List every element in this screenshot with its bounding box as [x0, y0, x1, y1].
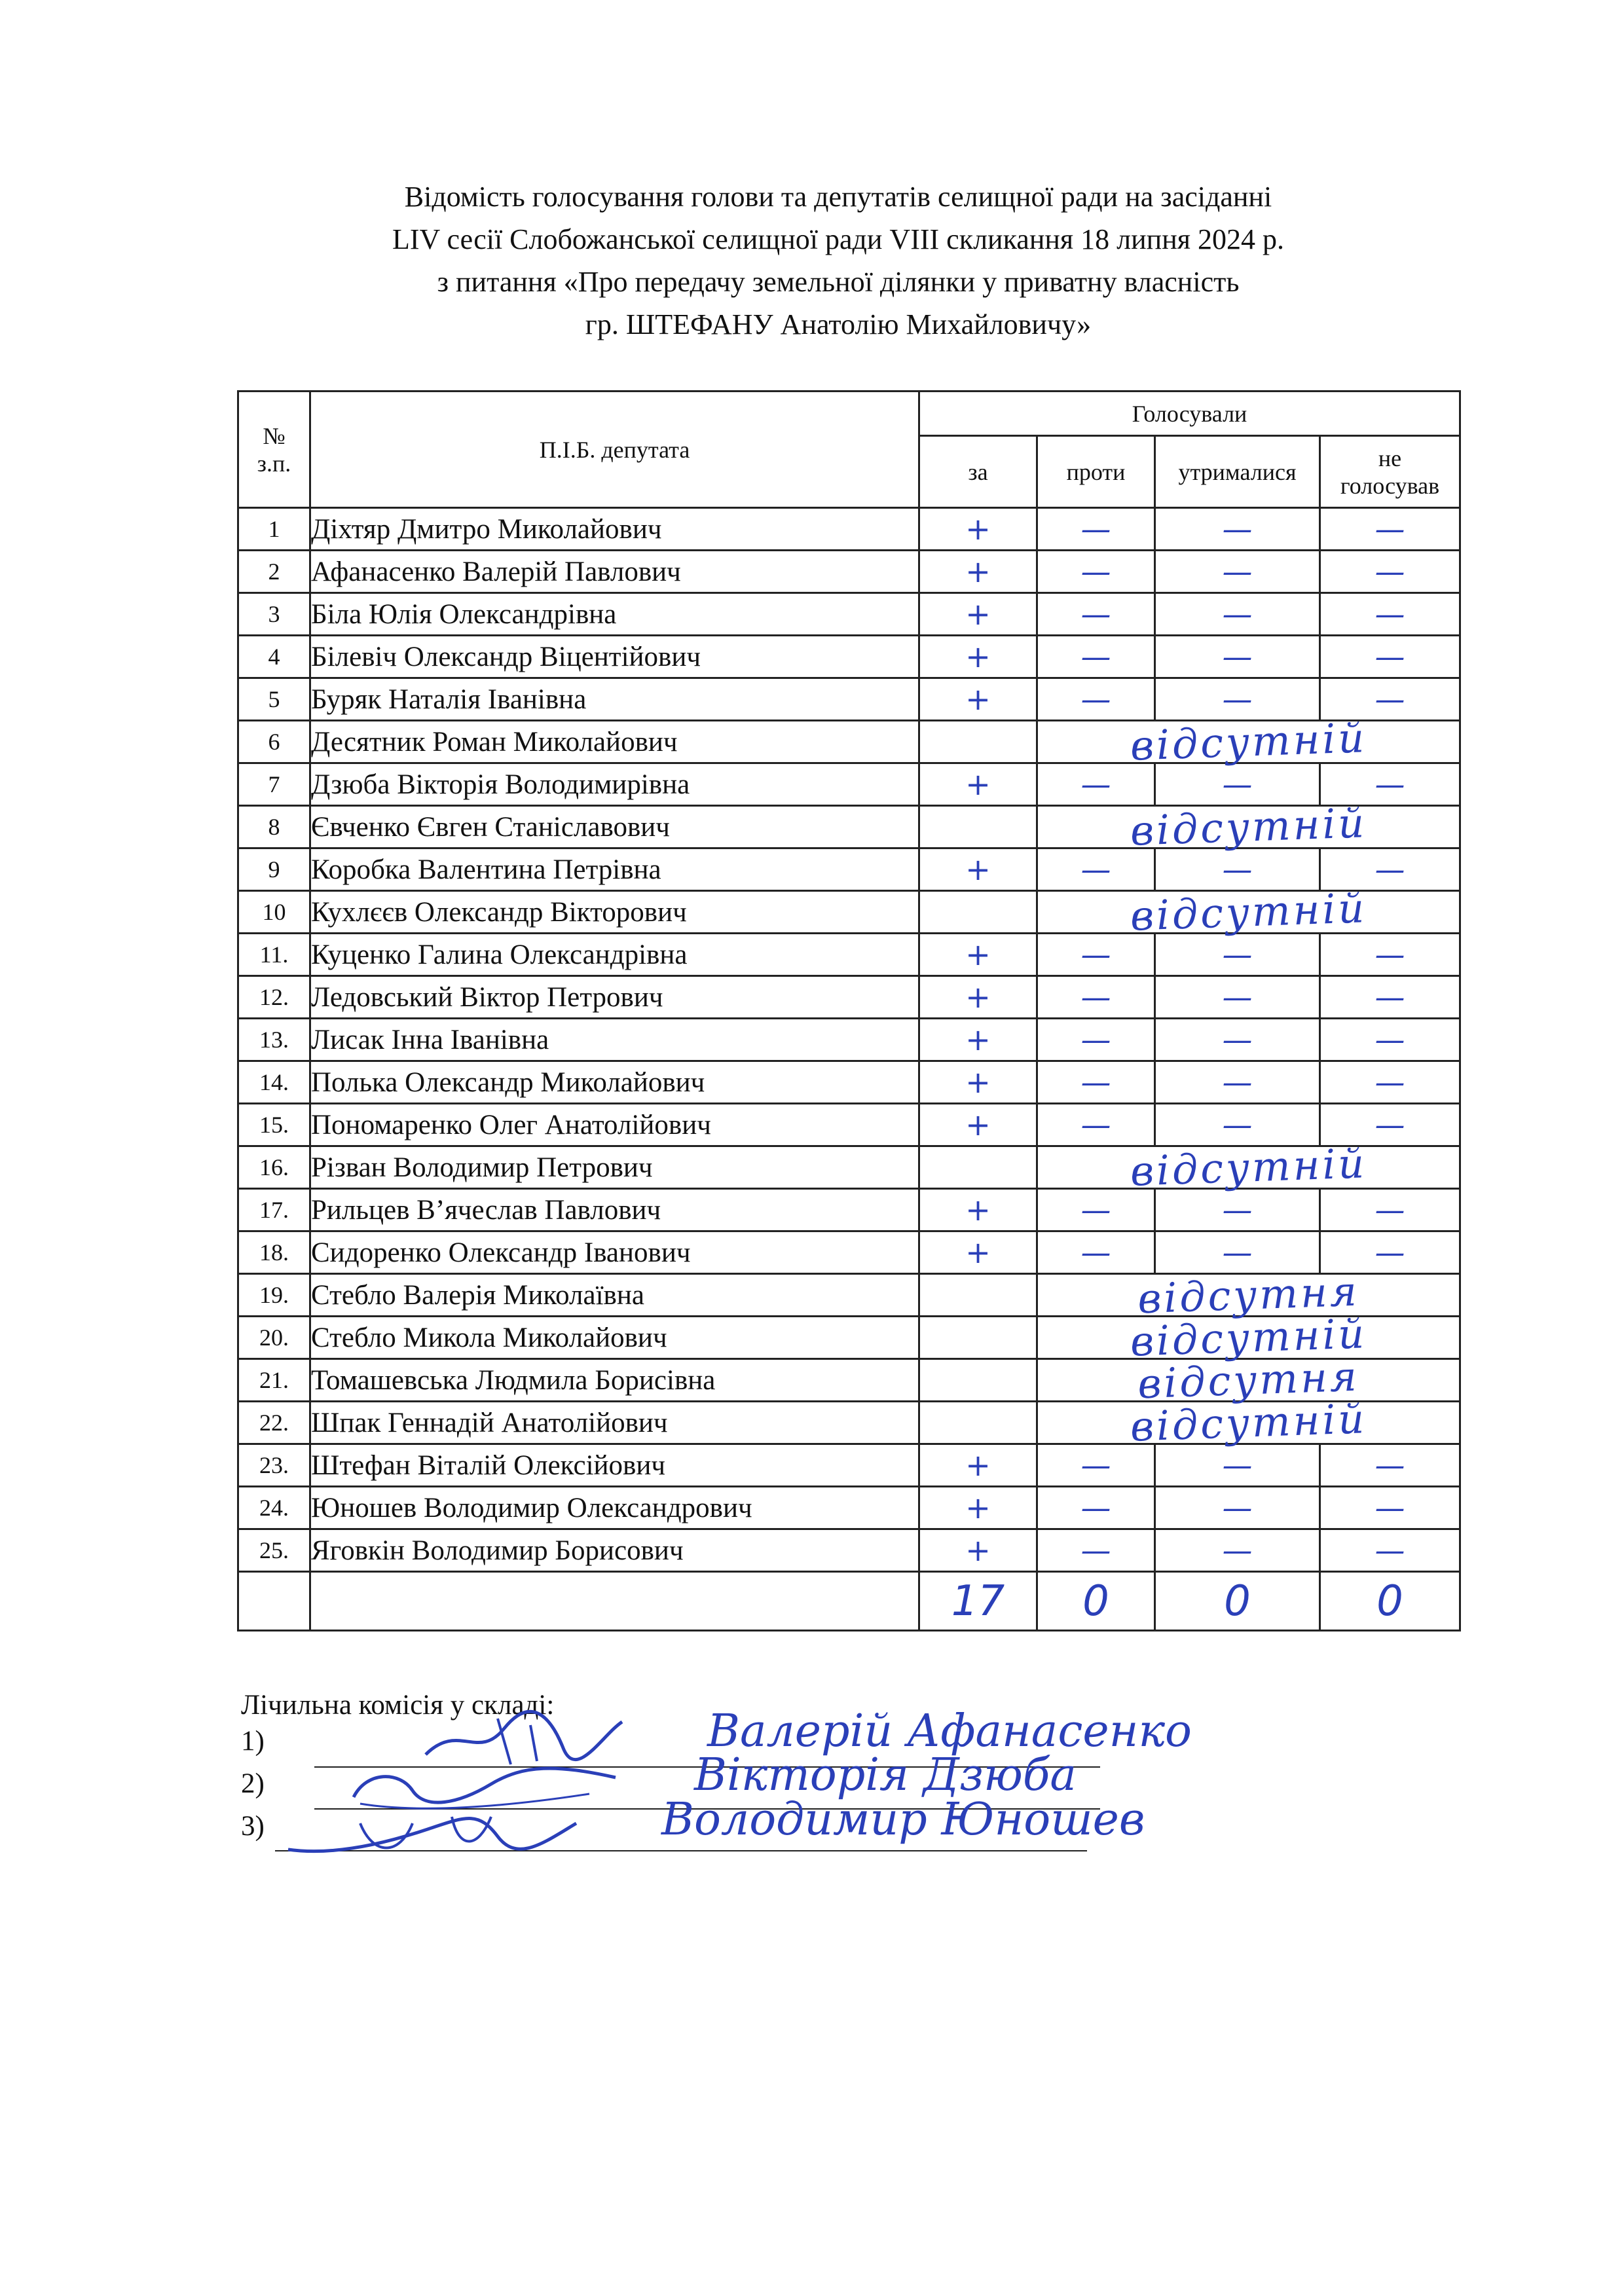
table-row	[238, 934, 1460, 976]
table-row	[238, 1061, 1460, 1104]
dash-mark: —	[1222, 1192, 1253, 1228]
total-abstained	[1155, 1572, 1320, 1631]
dash-mark: —	[1080, 1065, 1111, 1100]
vote-cell-against	[1037, 1104, 1155, 1146]
absent-note: відсутня	[1137, 1352, 1360, 1408]
vote-cell-abstained	[1155, 934, 1320, 976]
dash-mark: —	[1222, 596, 1253, 632]
deputy-name: Буряк Наталія Іванівна	[310, 678, 919, 721]
vote-cell-not-voted	[1320, 976, 1460, 1019]
row-number: 1	[238, 508, 310, 551]
dash-mark: —	[1222, 682, 1253, 717]
vote-cell-abstained	[1155, 1231, 1320, 1274]
totals-name-cell	[310, 1572, 919, 1631]
absent-cell	[1037, 799, 1460, 855]
absent-note: відсутній	[1129, 884, 1368, 940]
table-row	[238, 1529, 1460, 1572]
row-number: 24.	[238, 1487, 310, 1529]
dash-mark: —	[1080, 1192, 1111, 1228]
row-number: 4	[238, 636, 310, 678]
dash-mark: —	[1375, 937, 1405, 972]
table-body	[238, 508, 1460, 1572]
vote-cell-abstained	[1155, 976, 1320, 1019]
dash-mark: —	[1222, 937, 1253, 972]
plus-mark: +	[965, 554, 991, 589]
table-row	[238, 1317, 1460, 1359]
table-row	[238, 678, 1460, 721]
dash-mark: —	[1375, 979, 1405, 1015]
plus-mark: +	[965, 639, 991, 674]
total-not-voted	[1320, 1572, 1460, 1631]
vote-cell-against	[1037, 678, 1155, 721]
plus-mark: +	[965, 767, 991, 802]
row-number: 23.	[238, 1444, 310, 1487]
vote-cell-for	[919, 891, 1037, 934]
vote-header-abstained: утрималися	[1155, 436, 1320, 508]
dash-mark: —	[1080, 554, 1111, 589]
absent-cell	[1037, 1139, 1460, 1195]
plus-mark: +	[965, 1448, 991, 1483]
table-row	[238, 636, 1460, 678]
vote-cell-abstained	[1155, 1061, 1320, 1104]
vote-cell-not-voted	[1320, 1019, 1460, 1061]
vote-cell-not-voted	[1320, 508, 1460, 551]
vote-cell-for	[919, 763, 1037, 806]
dash-mark: —	[1222, 979, 1253, 1015]
commission-member-name: Валерій Афанасенко	[707, 1705, 1192, 1757]
vote-cell-for	[919, 1274, 1037, 1317]
absent-note: відсутній	[1129, 714, 1368, 770]
plus-mark: +	[965, 852, 991, 887]
title-line: LIV сесії Слобожанської селищної ради VIII скликання 18 липня 2024 р.	[392, 223, 1284, 255]
row-number: 3	[238, 593, 310, 636]
total-for	[919, 1572, 1037, 1631]
deputy-name: Томашевська Людмила Борисівна	[310, 1359, 919, 1402]
plus-mark: +	[965, 1235, 991, 1270]
table-row	[238, 1189, 1460, 1231]
title-line: гр. ШТЕФАНУ Анатолію Михайловичу»	[585, 308, 1092, 340]
vote-cell-against	[1037, 551, 1155, 593]
vote-cell-against	[1037, 1487, 1155, 1529]
dash-mark: —	[1375, 1022, 1405, 1057]
vote-cell-for	[919, 806, 1037, 848]
voted-header: Голосували	[919, 392, 1460, 436]
deputy-name: Біла Юлія Олександрівна	[310, 593, 919, 636]
dash-mark: —	[1080, 596, 1111, 632]
deputy-name: Кухлєєв Олександр Вікторович	[310, 891, 919, 934]
row-number: 18.	[238, 1231, 310, 1274]
row-number: 20.	[238, 1317, 310, 1359]
total-value: 0	[1082, 1576, 1109, 1626]
dash-mark: —	[1222, 1022, 1253, 1057]
commission-member-num: 2)	[241, 1768, 265, 1799]
row-number: 17.	[238, 1189, 310, 1231]
row-number: 13.	[238, 1019, 310, 1061]
dash-mark: —	[1375, 1107, 1405, 1142]
table-row	[238, 1359, 1460, 1402]
vote-cell-abstained	[1155, 1444, 1320, 1487]
row-number: 10	[238, 891, 310, 934]
vote-cell-abstained	[1155, 1487, 1320, 1529]
absent-note: відсутній	[1129, 799, 1368, 855]
vote-header-against: проти	[1037, 436, 1155, 508]
vote-cell-not-voted	[1320, 1189, 1460, 1231]
vote-cell-not-voted	[1320, 1444, 1460, 1487]
commission-member-num: 3)	[241, 1811, 265, 1842]
dash-mark: —	[1375, 554, 1405, 589]
vote-cell-against	[1037, 1231, 1155, 1274]
row-number: 21.	[238, 1359, 310, 1402]
vote-cell-for	[919, 1359, 1037, 1402]
deputy-name: Стебло Микола Миколайович	[310, 1317, 919, 1359]
commission-member-name: Володимир Юношев	[661, 1794, 1145, 1846]
row-number: 11.	[238, 934, 310, 976]
vote-cell-abstained	[1155, 551, 1320, 593]
dash-mark: —	[1375, 596, 1405, 632]
row-number: 22.	[238, 1402, 310, 1444]
deputy-name: Білевіч Олександр Віцентійович	[310, 636, 919, 678]
dash-mark: —	[1222, 639, 1253, 674]
dash-mark: —	[1222, 511, 1253, 547]
vote-cell-against	[1037, 508, 1155, 551]
vote-cell-for	[919, 1231, 1037, 1274]
table-row	[238, 1019, 1460, 1061]
absent-note: відсутній	[1129, 1394, 1368, 1451]
vote-cell-abstained	[1155, 1104, 1320, 1146]
table-row	[238, 1487, 1460, 1529]
dash-mark: —	[1375, 639, 1405, 674]
row-number: 5	[238, 678, 310, 721]
document-title	[196, 175, 1480, 346]
signature-scrawl-3	[282, 1797, 583, 1863]
voting-table	[237, 390, 1461, 1631]
dash-mark: —	[1222, 1107, 1253, 1142]
vote-cell-abstained	[1155, 1529, 1320, 1572]
deputy-name: Стебло Валерія Миколаївна	[310, 1274, 919, 1317]
dash-mark: —	[1375, 1235, 1405, 1270]
table-row	[238, 1274, 1460, 1317]
vote-cell-not-voted	[1320, 593, 1460, 636]
dash-mark: —	[1080, 852, 1111, 887]
vote-cell-not-voted	[1320, 1061, 1460, 1104]
dash-mark: —	[1080, 1107, 1111, 1142]
plus-mark: +	[965, 511, 991, 547]
dash-mark: —	[1080, 937, 1111, 972]
dash-mark: —	[1080, 1448, 1111, 1483]
vote-cell-for	[919, 593, 1037, 636]
vote-cell-against	[1037, 1444, 1155, 1487]
plus-mark: +	[965, 937, 991, 972]
dash-mark: —	[1375, 1448, 1405, 1483]
vote-cell-abstained	[1155, 763, 1320, 806]
table-row	[238, 891, 1460, 934]
dash-mark: —	[1222, 1533, 1253, 1568]
vote-cell-against	[1037, 763, 1155, 806]
dash-mark: —	[1222, 1448, 1253, 1483]
dash-mark: —	[1375, 1065, 1405, 1100]
plus-mark: +	[965, 1107, 991, 1142]
vote-cell-against	[1037, 593, 1155, 636]
vote-cell-not-voted	[1320, 551, 1460, 593]
vote-cell-for	[919, 1019, 1037, 1061]
commission-label: Лічильна комісія у складі:	[241, 1690, 555, 1721]
deputy-name: Куценко Галина Олександрівна	[310, 934, 919, 976]
col-num-header: № з.п.	[238, 392, 310, 508]
dash-mark: —	[1375, 852, 1405, 887]
commission-member-name: Вікторія Дзюба	[694, 1749, 1077, 1801]
vote-cell-for	[919, 934, 1037, 976]
vote-cell-against	[1037, 848, 1155, 891]
plus-mark: +	[965, 596, 991, 632]
vote-cell-for	[919, 678, 1037, 721]
vote-cell-for	[919, 1104, 1037, 1146]
deputy-name: Ледовський Віктор Петрович	[310, 976, 919, 1019]
commission-member-num: 1)	[241, 1726, 265, 1757]
deputy-name: Рильцев В’ячеслав Павлович	[310, 1189, 919, 1231]
table-row	[238, 1231, 1460, 1274]
row-number: 6	[238, 721, 310, 763]
vote-cell-for	[919, 976, 1037, 1019]
total-value: 0	[1376, 1576, 1403, 1626]
vote-cell-against	[1037, 1061, 1155, 1104]
vote-cell-for	[919, 1317, 1037, 1359]
absent-cell	[1037, 1394, 1460, 1451]
row-number: 7	[238, 763, 310, 806]
vote-cell-abstained	[1155, 678, 1320, 721]
dash-mark: —	[1375, 767, 1405, 802]
dash-mark: —	[1375, 1192, 1405, 1228]
vote-cell-for	[919, 1146, 1037, 1189]
vote-cell-against	[1037, 934, 1155, 976]
vote-cell-against	[1037, 1189, 1155, 1231]
dash-mark: —	[1080, 767, 1111, 802]
vote-cell-for	[919, 1189, 1037, 1231]
deputy-name: Пономаренко Олег Анатолійович	[310, 1104, 919, 1146]
deputy-name: Штефан Віталій Олексійович	[310, 1444, 919, 1487]
vote-cell-for	[919, 551, 1037, 593]
deputy-name: Лисак Інна Іванівна	[310, 1019, 919, 1061]
dash-mark: —	[1375, 1533, 1405, 1568]
deputy-name: Дзюба Вікторія Володимирівна	[310, 763, 919, 806]
absent-cell	[1037, 884, 1460, 940]
deputy-name: Сидоренко Олександр Іванович	[310, 1231, 919, 1274]
dash-mark: —	[1375, 682, 1405, 717]
plus-mark: +	[965, 1022, 991, 1057]
absent-note: відсутній	[1129, 1139, 1368, 1195]
dash-mark: —	[1080, 1490, 1111, 1525]
row-number: 25.	[238, 1529, 310, 1572]
row-number: 14.	[238, 1061, 310, 1104]
deputy-name: Десятник Роман Миколайович	[310, 721, 919, 763]
total-value: 0	[1224, 1576, 1251, 1626]
vote-cell-for	[919, 1444, 1037, 1487]
vote-cell-abstained	[1155, 1189, 1320, 1231]
vote-cell-for	[919, 721, 1037, 763]
title-line: з питання «Про передачу земельної ділянки у приватну власність	[437, 266, 1240, 298]
row-number: 19.	[238, 1274, 310, 1317]
vote-cell-abstained	[1155, 593, 1320, 636]
vote-cell-for	[919, 508, 1037, 551]
table-row	[238, 721, 1460, 763]
dash-mark: —	[1080, 511, 1111, 547]
dash-mark: —	[1080, 1022, 1111, 1057]
vote-cell-against	[1037, 636, 1155, 678]
table-row	[238, 1444, 1460, 1487]
dash-mark: —	[1080, 979, 1111, 1015]
dash-mark: —	[1080, 639, 1111, 674]
col-name-header: П.І.Б. депутата	[310, 392, 919, 508]
totals-num-cell	[238, 1572, 310, 1631]
table-row	[238, 806, 1460, 848]
dash-mark: —	[1080, 682, 1111, 717]
plus-mark: +	[965, 1490, 991, 1525]
row-number: 9	[238, 848, 310, 891]
vote-cell-against	[1037, 1019, 1155, 1061]
deputy-name: Юношев Володимир Олександрович	[310, 1487, 919, 1529]
row-number: 2	[238, 551, 310, 593]
table-row	[238, 551, 1460, 593]
vote-cell-abstained	[1155, 636, 1320, 678]
absent-note: відсутня	[1137, 1267, 1360, 1323]
dash-mark: —	[1222, 852, 1253, 887]
table-row	[238, 1402, 1460, 1444]
vote-cell-for	[919, 636, 1037, 678]
row-number: 8	[238, 806, 310, 848]
dash-mark: —	[1222, 1235, 1253, 1270]
deputy-name: Полька Олександр Миколайович	[310, 1061, 919, 1104]
vote-cell-not-voted	[1320, 636, 1460, 678]
deputy-name: Різван Володимир Петрович	[310, 1146, 919, 1189]
vote-cell-not-voted	[1320, 1529, 1460, 1572]
vote-cell-for	[919, 1487, 1037, 1529]
table-row	[238, 1146, 1460, 1189]
plus-mark: +	[965, 979, 991, 1015]
vote-cell-against	[1037, 1529, 1155, 1572]
dash-mark: —	[1222, 554, 1253, 589]
total-value: 17	[951, 1576, 1005, 1626]
deputy-name: Шпак Геннадій Анатолійович	[310, 1402, 919, 1444]
plus-mark: +	[965, 1065, 991, 1100]
row-number: 15.	[238, 1104, 310, 1146]
vote-cell-for	[919, 848, 1037, 891]
vote-cell-abstained	[1155, 848, 1320, 891]
dash-mark: —	[1080, 1235, 1111, 1270]
deputy-name: Діхтяр Дмитро Миколайович	[310, 508, 919, 551]
table-row	[238, 593, 1460, 636]
deputy-name: Яговкін Володимир Борисович	[310, 1529, 919, 1572]
dash-mark: —	[1222, 1065, 1253, 1100]
row-number: 12.	[238, 976, 310, 1019]
vote-header-for: за	[919, 436, 1037, 508]
dash-mark: —	[1375, 511, 1405, 547]
vote-cell-abstained	[1155, 508, 1320, 551]
table-row	[238, 848, 1460, 891]
deputy-name: Афанасенко Валерій Павлович	[310, 551, 919, 593]
vote-header-not-voted: не голосував	[1320, 436, 1460, 508]
table-row	[238, 1104, 1460, 1146]
table-row	[238, 763, 1460, 806]
deputy-name: Коробка Валентина Петрівна	[310, 848, 919, 891]
absent-note: відсутній	[1129, 1309, 1368, 1366]
plus-mark: +	[965, 1192, 991, 1228]
dash-mark: —	[1080, 1533, 1111, 1568]
vote-cell-not-voted	[1320, 934, 1460, 976]
table-row	[238, 976, 1460, 1019]
vote-cell-for	[919, 1402, 1037, 1444]
plus-mark: +	[965, 682, 991, 717]
vote-cell-abstained	[1155, 1019, 1320, 1061]
totals-row	[238, 1572, 1460, 1631]
vote-cell-for	[919, 1529, 1037, 1572]
title-line: Відомість голосування голови та депутатів селищної ради на засіданні	[404, 181, 1272, 213]
total-against	[1037, 1572, 1155, 1631]
vote-cell-not-voted	[1320, 1487, 1460, 1529]
table-row	[238, 508, 1460, 551]
dash-mark: —	[1222, 1490, 1253, 1525]
absent-cell	[1037, 714, 1460, 770]
dash-mark: —	[1375, 1490, 1405, 1525]
row-number: 16.	[238, 1146, 310, 1189]
vote-cell-for	[919, 1061, 1037, 1104]
plus-mark: +	[965, 1533, 991, 1568]
dash-mark: —	[1222, 767, 1253, 802]
vote-cell-against	[1037, 976, 1155, 1019]
deputy-name: Євченко Євген Станіславович	[310, 806, 919, 848]
